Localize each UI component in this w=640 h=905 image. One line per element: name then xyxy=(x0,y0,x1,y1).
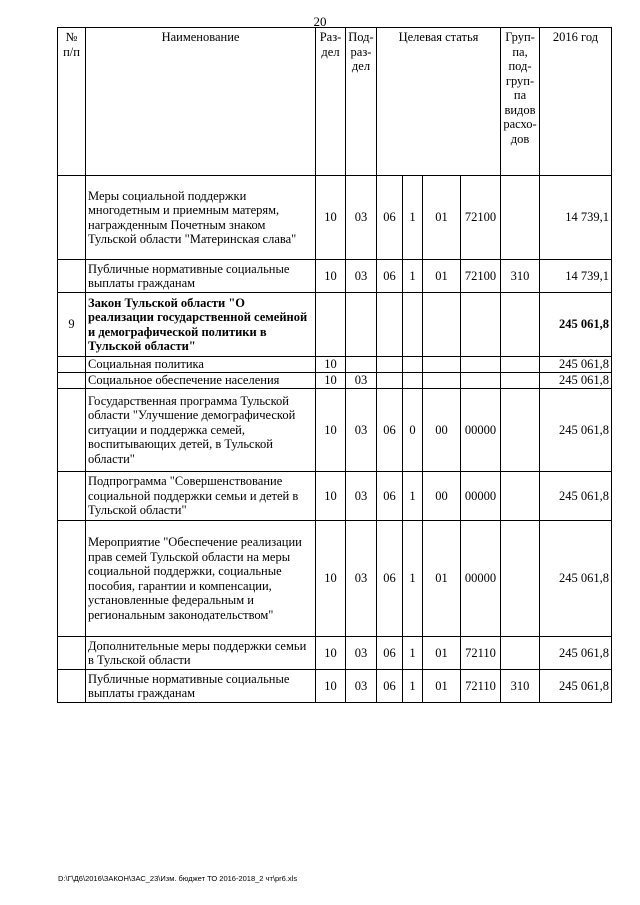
row-cs3: 01 xyxy=(423,670,461,703)
table-row xyxy=(58,521,612,637)
row-vr: 310 xyxy=(501,670,540,703)
row-cs2 xyxy=(403,357,423,373)
row-prz: 03 xyxy=(346,389,377,472)
row-cs1: 06 xyxy=(377,637,403,670)
row-cs3 xyxy=(423,357,461,373)
row-cs3: 01 xyxy=(423,521,461,637)
table-row xyxy=(58,260,612,293)
row-cs2: 1 xyxy=(403,637,423,670)
row-cs4 xyxy=(461,293,501,357)
table-row xyxy=(58,472,612,521)
row-rz xyxy=(316,293,346,357)
row-num xyxy=(58,373,86,389)
row-name: Социальная политика xyxy=(86,357,316,373)
header-name: Наименование xyxy=(86,28,316,176)
row-name: Дополнительные меры поддержки семьи в Тульской области xyxy=(86,637,316,670)
row-rz: 10 xyxy=(316,176,346,260)
row-cs2 xyxy=(403,373,423,389)
row-prz: 03 xyxy=(346,521,377,637)
row-cs1 xyxy=(377,357,403,373)
row-cs1: 06 xyxy=(377,521,403,637)
row-vr xyxy=(501,176,540,260)
row-rz: 10 xyxy=(316,389,346,472)
row-name: Меры социальной поддержки многодетным и приемным матерям, награжденным Почетным знаком Тульской области "Материнская слава" xyxy=(86,176,316,260)
header-row xyxy=(58,28,612,176)
row-num xyxy=(58,521,86,637)
row-name: Закон Тульской области "О реализации государственной семейной и демографической политики в Тульской области" xyxy=(86,293,316,357)
row-cs1: 06 xyxy=(377,472,403,521)
row-rz: 10 xyxy=(316,373,346,389)
row-name: Социальное обеспечение населения xyxy=(86,373,316,389)
budget-table xyxy=(57,27,612,703)
row-cs4: 72100 xyxy=(461,260,501,293)
row-cs1: 06 xyxy=(377,389,403,472)
row-amount: 245 061,8 xyxy=(540,521,612,637)
row-vr: 310 xyxy=(501,260,540,293)
row-cs2: 0 xyxy=(403,389,423,472)
row-cs3: 01 xyxy=(423,260,461,293)
row-cs2: 1 xyxy=(403,472,423,521)
row-cs4 xyxy=(461,373,501,389)
header-target: Целевая статья xyxy=(377,28,501,176)
row-amount: 14 739,1 xyxy=(540,176,612,260)
row-num xyxy=(58,260,86,293)
row-cs2: 1 xyxy=(403,670,423,703)
row-cs4: 00000 xyxy=(461,472,501,521)
row-amount: 245 061,8 xyxy=(540,472,612,521)
row-amount: 245 061,8 xyxy=(540,637,612,670)
file-path-footer: D:\Г\Д6\2016\ЗАКОН\ЗАС_23\Изм. бюджет ТО 2016-2018_2 чт\pr6.xls xyxy=(58,874,298,883)
row-cs3: 01 xyxy=(423,637,461,670)
row-vr xyxy=(501,472,540,521)
row-prz: 03 xyxy=(346,176,377,260)
table-row xyxy=(58,373,612,389)
row-prz: 03 xyxy=(346,637,377,670)
row-prz: 03 xyxy=(346,472,377,521)
table-row xyxy=(58,637,612,670)
row-num xyxy=(58,389,86,472)
row-rz: 10 xyxy=(316,521,346,637)
table-row xyxy=(58,293,612,357)
row-amount: 245 061,8 xyxy=(540,373,612,389)
row-cs4: 00000 xyxy=(461,389,501,472)
row-prz xyxy=(346,293,377,357)
header-podrazdel: Под-раз-дел xyxy=(346,28,377,176)
row-rz: 10 xyxy=(316,260,346,293)
row-cs4: 72100 xyxy=(461,176,501,260)
header-razdel: Раз-дел xyxy=(316,28,346,176)
row-num xyxy=(58,472,86,521)
row-vr xyxy=(501,293,540,357)
row-amount: 245 061,8 xyxy=(540,389,612,472)
row-cs3: 00 xyxy=(423,472,461,521)
row-cs2: 1 xyxy=(403,176,423,260)
row-amount: 14 739,1 xyxy=(540,260,612,293)
row-vr xyxy=(501,637,540,670)
row-prz: 03 xyxy=(346,373,377,389)
row-amount: 245 061,8 xyxy=(540,670,612,703)
row-cs4: 72110 xyxy=(461,637,501,670)
row-vr xyxy=(501,373,540,389)
row-cs3 xyxy=(423,293,461,357)
header-num: № п/п xyxy=(58,28,86,176)
header-year: 2016 год xyxy=(540,28,612,176)
row-num: 9 xyxy=(58,293,86,357)
table-row xyxy=(58,357,612,373)
row-cs4: 00000 xyxy=(461,521,501,637)
row-vr xyxy=(501,389,540,472)
row-name: Мероприятие "Обеспечение реализации прав семей Тульской области на меры социальной поддержки, социальные пособия, гарантии и компенсации, установленные федеральным и региональным законодательством" xyxy=(86,521,316,637)
row-cs2 xyxy=(403,293,423,357)
row-cs3: 00 xyxy=(423,389,461,472)
row-rz: 10 xyxy=(316,472,346,521)
row-vr xyxy=(501,357,540,373)
header-group: Груп-па, под-груп-па видов расхо-дов xyxy=(501,28,540,176)
row-cs1 xyxy=(377,373,403,389)
row-name: Публичные нормативные социальные выплаты гражданам xyxy=(86,670,316,703)
row-amount: 245 061,8 xyxy=(540,357,612,373)
row-cs1 xyxy=(377,293,403,357)
row-prz: 03 xyxy=(346,670,377,703)
page-number: 20 xyxy=(313,14,327,29)
row-name: Подпрограмма "Совершенствование социальной поддержки семьи и детей в Тульской области" xyxy=(86,472,316,521)
row-prz xyxy=(346,357,377,373)
row-cs1: 06 xyxy=(377,260,403,293)
row-cs3 xyxy=(423,373,461,389)
table-row xyxy=(58,389,612,472)
row-num xyxy=(58,176,86,260)
row-prz: 03 xyxy=(346,260,377,293)
row-name: Государственная программа Тульской области "Улучшение демографической ситуации и поддержка семей, воспитывающих детей, в Тульской области" xyxy=(86,389,316,472)
row-rz: 10 xyxy=(316,670,346,703)
row-cs3: 01 xyxy=(423,176,461,260)
row-num xyxy=(58,357,86,373)
row-vr xyxy=(501,521,540,637)
row-amount: 245 061,8 xyxy=(540,293,612,357)
row-num xyxy=(58,637,86,670)
row-name: Публичные нормативные социальные выплаты гражданам xyxy=(86,260,316,293)
table-row xyxy=(58,176,612,260)
table-row xyxy=(58,670,612,703)
row-cs4 xyxy=(461,357,501,373)
row-cs4: 72110 xyxy=(461,670,501,703)
row-cs2: 1 xyxy=(403,260,423,293)
row-num xyxy=(58,670,86,703)
row-cs1: 06 xyxy=(377,176,403,260)
row-rz: 10 xyxy=(316,637,346,670)
row-rz: 10 xyxy=(316,357,346,373)
row-cs2: 1 xyxy=(403,521,423,637)
row-cs1: 06 xyxy=(377,670,403,703)
